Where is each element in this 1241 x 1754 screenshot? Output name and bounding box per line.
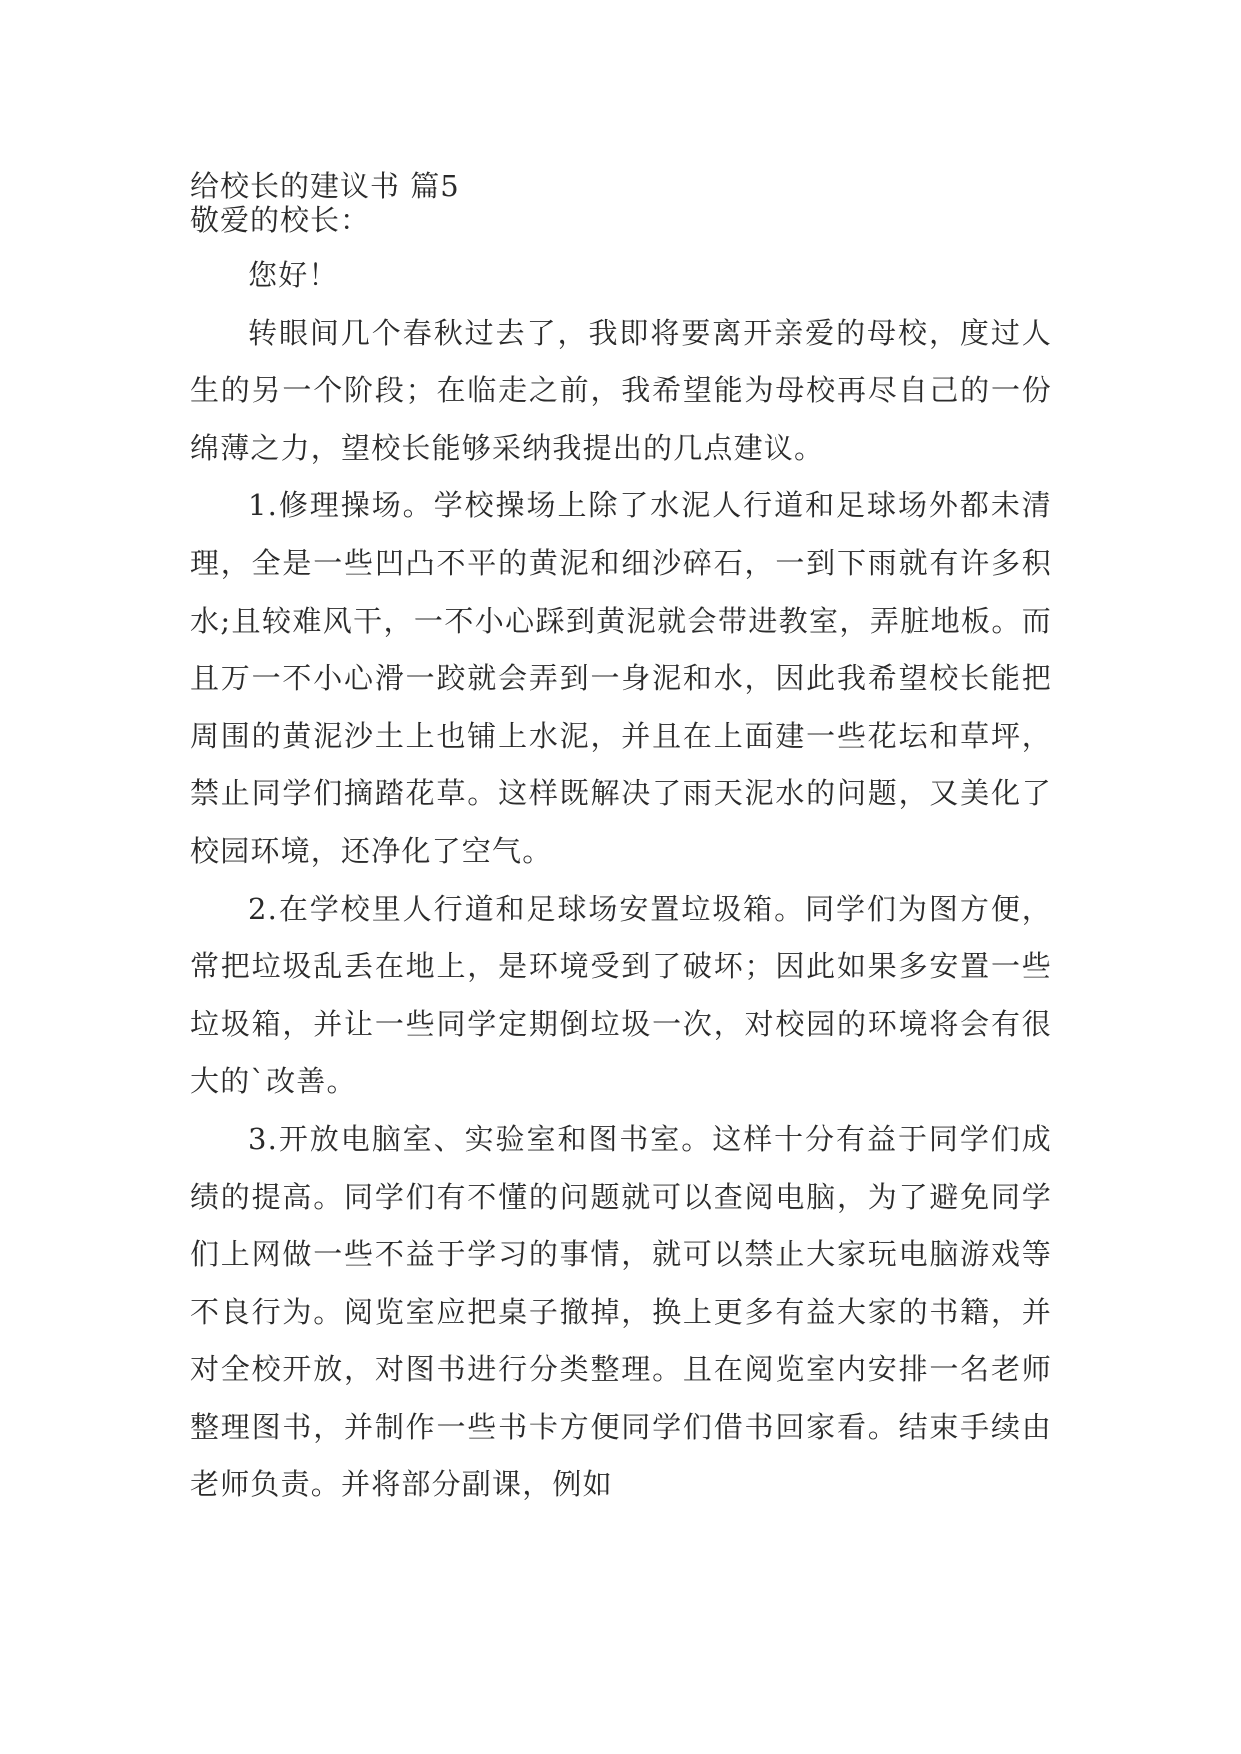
paragraph-intro: 转眼间几个春秋过去了，我即将要离开亲爱的母校，度过人生的另一个阶段；在临走之前，我希望能为母校再尽自己的一份绵薄之力，望校长能够采纳我提出的几点建议。 — [190, 315, 1052, 465]
paragraph-suggestion-2: 2.在学校里人行道和足球场安置垃圾箱。同学们为图方便，常把垃圾乱丢在地上，是环境受到了破坏；因此如果多安置一些垃圾箱，并让一些同学定期倒垃圾一次，对校园的环境将会有很大的`改善。 — [190, 891, 1052, 1099]
letter-body — [190, 247, 1052, 1514]
paragraph-suggestion-3: 3.开放电脑室、实验室和图书室。这样十分有益于同学们成绩的提高。同学们有不懂的问题就可以查阅电脑，为了避免同学们上网做一些不益于学习的事情，就可以禁止大家玩电脑游戏等不良行为。阅览室应把桌子撤掉，换上更多有益大家的书籍，并对全校开放，对图书进行分类整理。且在阅览室内安排一名老师整理图书，并制作一些书卡方便同学们借书回家看。结束手续由老师负责。并将部分副课，例如 — [190, 1121, 1052, 1502]
paragraph-suggestion-1: 1.修理操场。学校操场上除了水泥人行道和足球场外都未清理，全是一些凹凸不平的黄泥和细沙碎石，一到下雨就有许多积水;且较难风干，一不小心踩到黄泥就会带进教室，弄脏地板。而且万一不小心滑一跤就会弄到一身泥和水，因此我希望校长能把周围的黄泥沙土上也铺上水泥，并且在上面建一些花坛和草坪，禁止同学们摘踏花草。这样既解决了雨天泥水的问题，又美化了校园环境，还净化了空气。 — [190, 488, 1052, 868]
greeting: 您好！ — [248, 258, 339, 292]
salutation: 敬爱的校长： — [190, 203, 371, 237]
document-title: 给校长的建议书 篇5 — [190, 169, 460, 203]
